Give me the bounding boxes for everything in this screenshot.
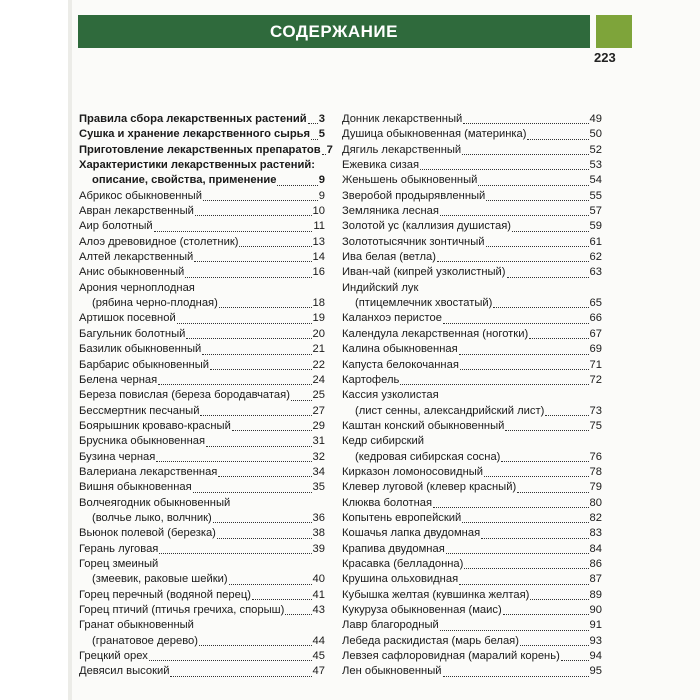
toc-page-number: 87 (589, 573, 602, 586)
toc-page-number: 41 (312, 588, 325, 601)
toc-entry[interactable] (79, 189, 325, 204)
leader-dots (433, 507, 588, 508)
toc-entry-title: Земляника лесная (342, 205, 439, 218)
toc-page-number: 16 (312, 266, 325, 279)
toc-entry-title: Береза повислая (береза бородавчатая) (79, 389, 290, 402)
toc-entry-title: Валериана лекарственная (79, 465, 218, 478)
toc-entry-title: Душица обыкновенная (материнка) (342, 128, 527, 141)
toc-page-number: 53 (589, 159, 602, 172)
leader-dots (517, 492, 588, 493)
toc-entry[interactable] (79, 450, 325, 465)
toc-entry-title: Дягиль лекарственный (342, 143, 462, 156)
toc-entry-title: Алоэ древовидное (столетник) (79, 235, 239, 248)
toc-entry[interactable] (79, 404, 325, 419)
toc-page-number: 10 (312, 205, 325, 218)
toc-page-number: 86 (589, 557, 602, 570)
toc-entry[interactable] (342, 373, 602, 388)
toc-entry[interactable] (79, 603, 325, 618)
toc-page-number: 90 (589, 604, 602, 616)
toc-page-number: 24 (312, 373, 325, 386)
leader-dots (199, 645, 312, 646)
toc-page-number: 21 (312, 343, 325, 356)
toc-entry-title: Базилик обыкновенный (79, 343, 202, 356)
toc-entry[interactable] (342, 511, 602, 526)
toc-page-number: 95 (589, 665, 602, 678)
toc-entry-line (79, 296, 325, 311)
toc-entry[interactable] (342, 603, 602, 618)
toc-entry[interactable] (342, 311, 602, 326)
toc-page-number: 22 (312, 358, 325, 371)
toc-entry-subtitle: (рябина черно-плодная) (92, 297, 218, 310)
leader-dots (530, 599, 588, 600)
toc-entry[interactable] (342, 219, 602, 234)
toc-entry-title: Крапива двудомная (342, 542, 445, 555)
toc-entry[interactable] (342, 419, 602, 434)
leader-dots (484, 476, 588, 477)
leader-dots (459, 354, 589, 355)
toc-entry[interactable] (79, 158, 325, 189)
toc-page-number: 9 (318, 174, 325, 187)
toc-entry-title: Герань луговая (79, 542, 159, 555)
leader-dots (202, 354, 311, 355)
toc-page-number: 93 (589, 634, 602, 647)
toc-page-number: 44 (312, 634, 325, 647)
toc-entry[interactable] (342, 112, 602, 127)
toc-entry-line (342, 404, 602, 419)
toc-page-number: 65 (589, 297, 602, 310)
toc-page-number: 40 (312, 573, 325, 586)
leader-dots (512, 231, 589, 232)
toc-entry[interactable] (79, 143, 333, 158)
toc-entry[interactable] (342, 572, 602, 587)
toc-entry-title: Зверобой продырявленный (342, 189, 486, 202)
leader-dots (154, 231, 313, 232)
toc-entry-title: Картофель (342, 373, 400, 386)
toc-entry-title: Волчеягодник обыкновенный (79, 496, 231, 509)
toc-entry[interactable] (79, 649, 325, 664)
toc-entry-line (79, 634, 325, 649)
leader-dots (443, 323, 589, 324)
toc-entry[interactable] (79, 327, 325, 342)
toc-entry-title: Донник лекарственный (342, 113, 463, 125)
toc-entry-title: Горец змеиный (79, 557, 159, 570)
leader-dots (520, 645, 589, 646)
toc-entry-title: Девясил высокий (79, 665, 170, 678)
toc-entry[interactable] (342, 649, 602, 664)
toc-page-number: 79 (589, 481, 602, 494)
leader-dots (158, 384, 311, 385)
toc-entry-subtitle: (лист сенны, александрийский лист) (355, 404, 545, 417)
toc-entry[interactable] (342, 265, 602, 280)
toc-entry[interactable] (79, 526, 325, 541)
toc-page-number: 75 (589, 419, 602, 432)
toc-entry[interactable] (342, 465, 602, 480)
toc-entry-title: Гранат обыкновенный (79, 619, 194, 632)
toc-entry[interactable] (342, 634, 602, 649)
toc-entry-title: Калина обыкновенная (342, 343, 458, 356)
toc-page-number: 76 (589, 450, 602, 463)
leader-dots (529, 338, 588, 339)
leader-dots (493, 307, 588, 308)
toc-page-number: 78 (589, 465, 602, 478)
leader-dots (443, 676, 589, 677)
toc-entry-title: Авран лекарственный (79, 205, 194, 218)
toc-entry-title: Алтей лекарственный (79, 251, 194, 264)
toc-entry[interactable] (79, 235, 325, 250)
toc-entry-title: Бессмертник песчаный (79, 404, 200, 417)
toc-entry[interactable] (342, 235, 602, 250)
toc-entry-subtitle: (кедровая сибирская сосна) (355, 450, 501, 463)
toc-entry-title: Золотой ус (каллизия душистая) (342, 220, 511, 233)
leader-dots (462, 154, 588, 155)
toc-page-number: 80 (589, 496, 602, 509)
leader-dots (277, 185, 317, 186)
toc-entry[interactable] (79, 112, 325, 127)
toc-entry[interactable] (342, 434, 602, 465)
toc-entry-title: Брусника обыкновенная (79, 435, 206, 448)
toc-page-number: 67 (589, 327, 602, 340)
leader-dots (206, 446, 312, 447)
leader-dots (177, 323, 312, 324)
toc-entry[interactable] (342, 327, 602, 342)
leader-dots (463, 123, 588, 124)
leader-dots (195, 215, 312, 216)
leader-dots (185, 277, 311, 278)
toc-entry[interactable] (79, 250, 325, 265)
toc-entry[interactable] (79, 127, 325, 142)
toc-entry-title: Лен обыкновенный (342, 665, 442, 678)
section-tab (596, 15, 632, 48)
toc-entry-line (342, 450, 602, 465)
toc-page-number: 69 (589, 343, 602, 356)
toc-entry[interactable] (79, 204, 325, 219)
toc-entry[interactable] (342, 526, 602, 541)
toc-page-number: 83 (589, 527, 602, 540)
toc-entry-title: Кассия узколистая (342, 389, 439, 402)
toc-entry-title: Багульник болотный (79, 327, 186, 340)
toc-page-number: 54 (589, 174, 602, 187)
toc-entry-title: Вишня обыкновенная (79, 481, 192, 494)
page-number: 223 (594, 50, 616, 65)
toc-entry-subtitle: (гранатовое дерево) (92, 634, 198, 647)
leader-dots (400, 384, 588, 385)
toc-page-number: 57 (589, 205, 602, 218)
toc-entry-line (79, 173, 325, 188)
toc-page-number: 71 (589, 358, 602, 371)
toc-entry[interactable] (79, 281, 325, 312)
toc-entry[interactable] (342, 542, 602, 557)
toc-entry[interactable] (342, 173, 602, 188)
leader-dots (478, 185, 588, 186)
toc-entry-subtitle: описание, свойства, применение (92, 174, 277, 187)
toc-entry[interactable] (342, 342, 602, 357)
toc-entry-title: Индийский лук (342, 281, 419, 294)
toc-entry-title: Боярышник кроваво-красный (79, 419, 231, 432)
toc-entry-title: Лавр благородный (342, 619, 439, 632)
toc-entry-title: Левзея сафлоровидная (маралий корень) (342, 650, 560, 663)
toc-entry[interactable] (79, 219, 325, 234)
toc-entry-title: Арония черноплодная (79, 281, 195, 294)
toc-page-number: 63 (589, 266, 602, 279)
leader-dots (239, 246, 311, 247)
toc-page-number: 18 (312, 297, 325, 310)
leader-dots (462, 522, 588, 523)
leader-dots (170, 676, 311, 677)
leader-dots (420, 169, 588, 170)
toc-page-number: 9 (318, 189, 325, 202)
leader-dots (156, 461, 311, 462)
toc-page-number: 7 (326, 143, 333, 156)
toc-entry[interactable] (342, 127, 602, 142)
toc-entry-title: Ива белая (ветла) (342, 251, 436, 264)
toc-entry-title: Красавка (белладонна) (342, 557, 464, 570)
toc-entry-title: Кошачья лапка двудомная (342, 527, 481, 540)
toc-entry[interactable] (79, 557, 325, 588)
leader-dots (229, 584, 312, 585)
toc-entry-title: Барбарис обыкновенный (79, 358, 209, 371)
toc-entry[interactable] (79, 342, 325, 357)
leader-dots (460, 369, 589, 370)
toc-entry-title: Ежевика сизая (342, 159, 420, 172)
toc-entry-title: Кукуруза обыкновенная (маис) (342, 604, 502, 616)
toc-page-number: 94 (589, 650, 602, 663)
toc-entry-title: Горец птичий (птичья гречиха, спорыш) (79, 604, 285, 616)
toc-entry[interactable] (79, 388, 325, 403)
toc-entry[interactable] (342, 557, 602, 572)
leader-dots (311, 139, 318, 140)
toc-page-number: 27 (312, 404, 325, 417)
header-bar (78, 15, 590, 48)
toc-page-number: 11 (313, 220, 325, 233)
toc-entry[interactable] (342, 480, 602, 495)
toc-entry-title: Анис обыкновенный (79, 266, 185, 279)
leader-dots (194, 261, 311, 262)
leader-dots (285, 614, 311, 615)
toc-entry-title: Календула лекарственная (ноготки) (342, 327, 529, 340)
leader-dots (252, 599, 312, 600)
toc-entry-title: Сушка и хранение лекарственного сырья (79, 128, 311, 141)
toc-page-number: 38 (312, 527, 325, 540)
leader-dots (437, 261, 589, 262)
leader-dots (503, 614, 589, 615)
toc-entry-title: Артишок посевной (79, 312, 176, 325)
toc-entry[interactable] (342, 158, 602, 173)
toc-page-number: 55 (589, 189, 602, 202)
toc-entry[interactable] (79, 434, 325, 449)
toc-entry[interactable] (342, 189, 602, 204)
toc-entry-subtitle: (волчье лыко, волчник) (92, 511, 212, 524)
toc-entry-title: Приготовление лекарственных препаратов (79, 143, 321, 156)
toc-page-number: 45 (312, 650, 325, 663)
toc-entry-title: Вьюнок полевой (березка) (79, 527, 216, 540)
toc-entry[interactable] (342, 250, 602, 265)
toc-right-column (342, 112, 602, 680)
leader-dots (561, 660, 589, 661)
toc-entry[interactable] (342, 618, 602, 633)
toc-entry-title: Лебеда раскидистая (марь белая) (342, 634, 519, 647)
toc-entry[interactable] (79, 588, 325, 603)
toc-page-number: 82 (589, 511, 602, 524)
leader-dots (159, 553, 311, 554)
toc-entry-title: Аир болотный (79, 220, 153, 233)
toc-page-number: 43 (312, 604, 325, 616)
leader-dots (322, 154, 326, 155)
toc-page-number: 72 (589, 373, 602, 386)
toc-entry-line (79, 572, 325, 587)
toc-page-number: 19 (312, 312, 325, 325)
toc-page-number: 50 (589, 128, 602, 141)
toc-entry-title: Кубышка желтая (кувшинка желтая) (342, 588, 530, 601)
toc-entry-title: Каланхоэ перистое (342, 312, 442, 325)
leader-dots (507, 277, 589, 278)
toc-entry-title: Кирказон ломоносовидный (342, 465, 484, 478)
leader-dots (459, 584, 588, 585)
leader-dots (210, 369, 312, 370)
toc-entry-title: Бузина черная (79, 450, 156, 463)
leader-dots (440, 215, 589, 216)
toc-entry[interactable] (79, 618, 325, 649)
toc-entry[interactable] (79, 542, 325, 557)
toc-page-number: 89 (589, 588, 602, 601)
toc-page-number: 31 (312, 435, 325, 448)
toc-entry-title: Характеристики лекарственных растений: (79, 159, 316, 172)
toc-entry[interactable] (342, 388, 602, 419)
toc-left-column (79, 112, 333, 680)
toc-entry-title: Грецкий орех (79, 650, 148, 663)
toc-entry[interactable] (342, 496, 602, 511)
leader-dots (486, 200, 588, 201)
leader-dots (440, 630, 589, 631)
toc-entry-title: Женьшень обыкновенный (342, 174, 478, 187)
toc-entry-title: Капуста белокочанная (342, 358, 459, 371)
leader-dots (527, 139, 588, 140)
toc-page-number: 73 (589, 404, 602, 417)
leader-dots (213, 522, 312, 523)
toc-page-number: 25 (312, 389, 325, 402)
leader-dots (219, 307, 312, 308)
toc-entry-title: Белена черная (79, 373, 158, 386)
toc-entry-title: Правила сбора лекарственных растений (79, 113, 307, 125)
page-title: СОДЕРЖАНИЕ (270, 21, 398, 41)
leader-dots (200, 415, 311, 416)
toc-entry-line (342, 296, 602, 311)
toc-page-number: 39 (312, 542, 325, 555)
leader-dots (203, 200, 318, 201)
toc-entry[interactable] (79, 419, 325, 434)
toc-page-number: 66 (589, 312, 602, 325)
toc-entry[interactable] (342, 204, 602, 219)
leader-dots (486, 246, 589, 247)
toc-entry-title: Горец перечный (водяной перец) (79, 588, 251, 601)
leader-dots (545, 415, 588, 416)
toc-entry[interactable] (342, 664, 602, 679)
leader-dots (193, 492, 312, 493)
toc-entry[interactable] (79, 480, 325, 495)
leader-dots (481, 538, 588, 539)
toc-page-number: 20 (312, 327, 325, 340)
toc-page-number: 36 (312, 511, 325, 524)
leader-dots (232, 430, 312, 431)
toc-page-number: 49 (589, 113, 602, 125)
leader-dots (218, 476, 311, 477)
toc-page-number: 35 (312, 481, 325, 494)
toc-entry-title: Кедр сибирский (342, 435, 425, 448)
toc-entry[interactable] (342, 358, 602, 373)
leader-dots (291, 400, 312, 401)
toc-entry[interactable] (342, 143, 602, 158)
toc-entry-title: Золототысячник зонтичный (342, 235, 485, 248)
toc-page-number: 14 (312, 251, 325, 264)
toc-entry-title: Крушина ольховидная (342, 573, 459, 586)
toc-entry[interactable] (79, 311, 325, 326)
toc-page-number: 61 (589, 235, 602, 248)
toc-page-number: 47 (312, 665, 325, 678)
toc-entry[interactable] (79, 358, 325, 373)
toc-page-number: 13 (312, 235, 325, 248)
toc-page-number: 91 (589, 619, 602, 632)
toc-page-number: 62 (589, 251, 602, 264)
toc-entry[interactable] (79, 373, 325, 388)
leader-dots (217, 538, 312, 539)
leader-dots (446, 553, 589, 554)
leader-dots (464, 568, 588, 569)
toc-entry[interactable] (79, 265, 325, 280)
toc-entry-title: Иван-чай (кипрей узколистный) (342, 266, 506, 279)
toc-entry-title: Копытень европейский (342, 511, 462, 524)
toc-page-number: 52 (589, 143, 602, 156)
toc-page-number: 32 (312, 450, 325, 463)
toc-entry-title: Абрикос обыкновенный (79, 189, 202, 202)
toc-entry-subtitle: (змеевик, раковые шейки) (92, 573, 228, 586)
toc-entry-title: Клюква болотная (342, 496, 433, 509)
toc-page-number: 29 (312, 419, 325, 432)
toc-entry-line (79, 511, 325, 526)
toc-page-number: 5 (318, 128, 325, 141)
toc-page-number: 3 (318, 113, 325, 125)
toc-entry-title: Каштан конский обыкновенный (342, 419, 505, 432)
toc-entry[interactable] (79, 496, 325, 527)
toc-entry-subtitle: (птицемлечник хвостатый) (355, 297, 493, 310)
leader-dots (308, 123, 318, 124)
toc-entry-title: Клевер луговой (клевер красный) (342, 481, 517, 494)
toc-page-number: 59 (589, 220, 602, 233)
toc-page-number: 84 (589, 542, 602, 555)
leader-dots (505, 430, 588, 431)
toc-page-number: 34 (312, 465, 325, 478)
toc-entry[interactable] (79, 664, 325, 679)
leader-dots (149, 660, 312, 661)
toc-entry[interactable] (79, 465, 325, 480)
leader-dots (186, 338, 311, 339)
leader-dots (501, 461, 588, 462)
toc-entry[interactable] (342, 588, 602, 603)
toc-entry[interactable] (342, 281, 602, 312)
